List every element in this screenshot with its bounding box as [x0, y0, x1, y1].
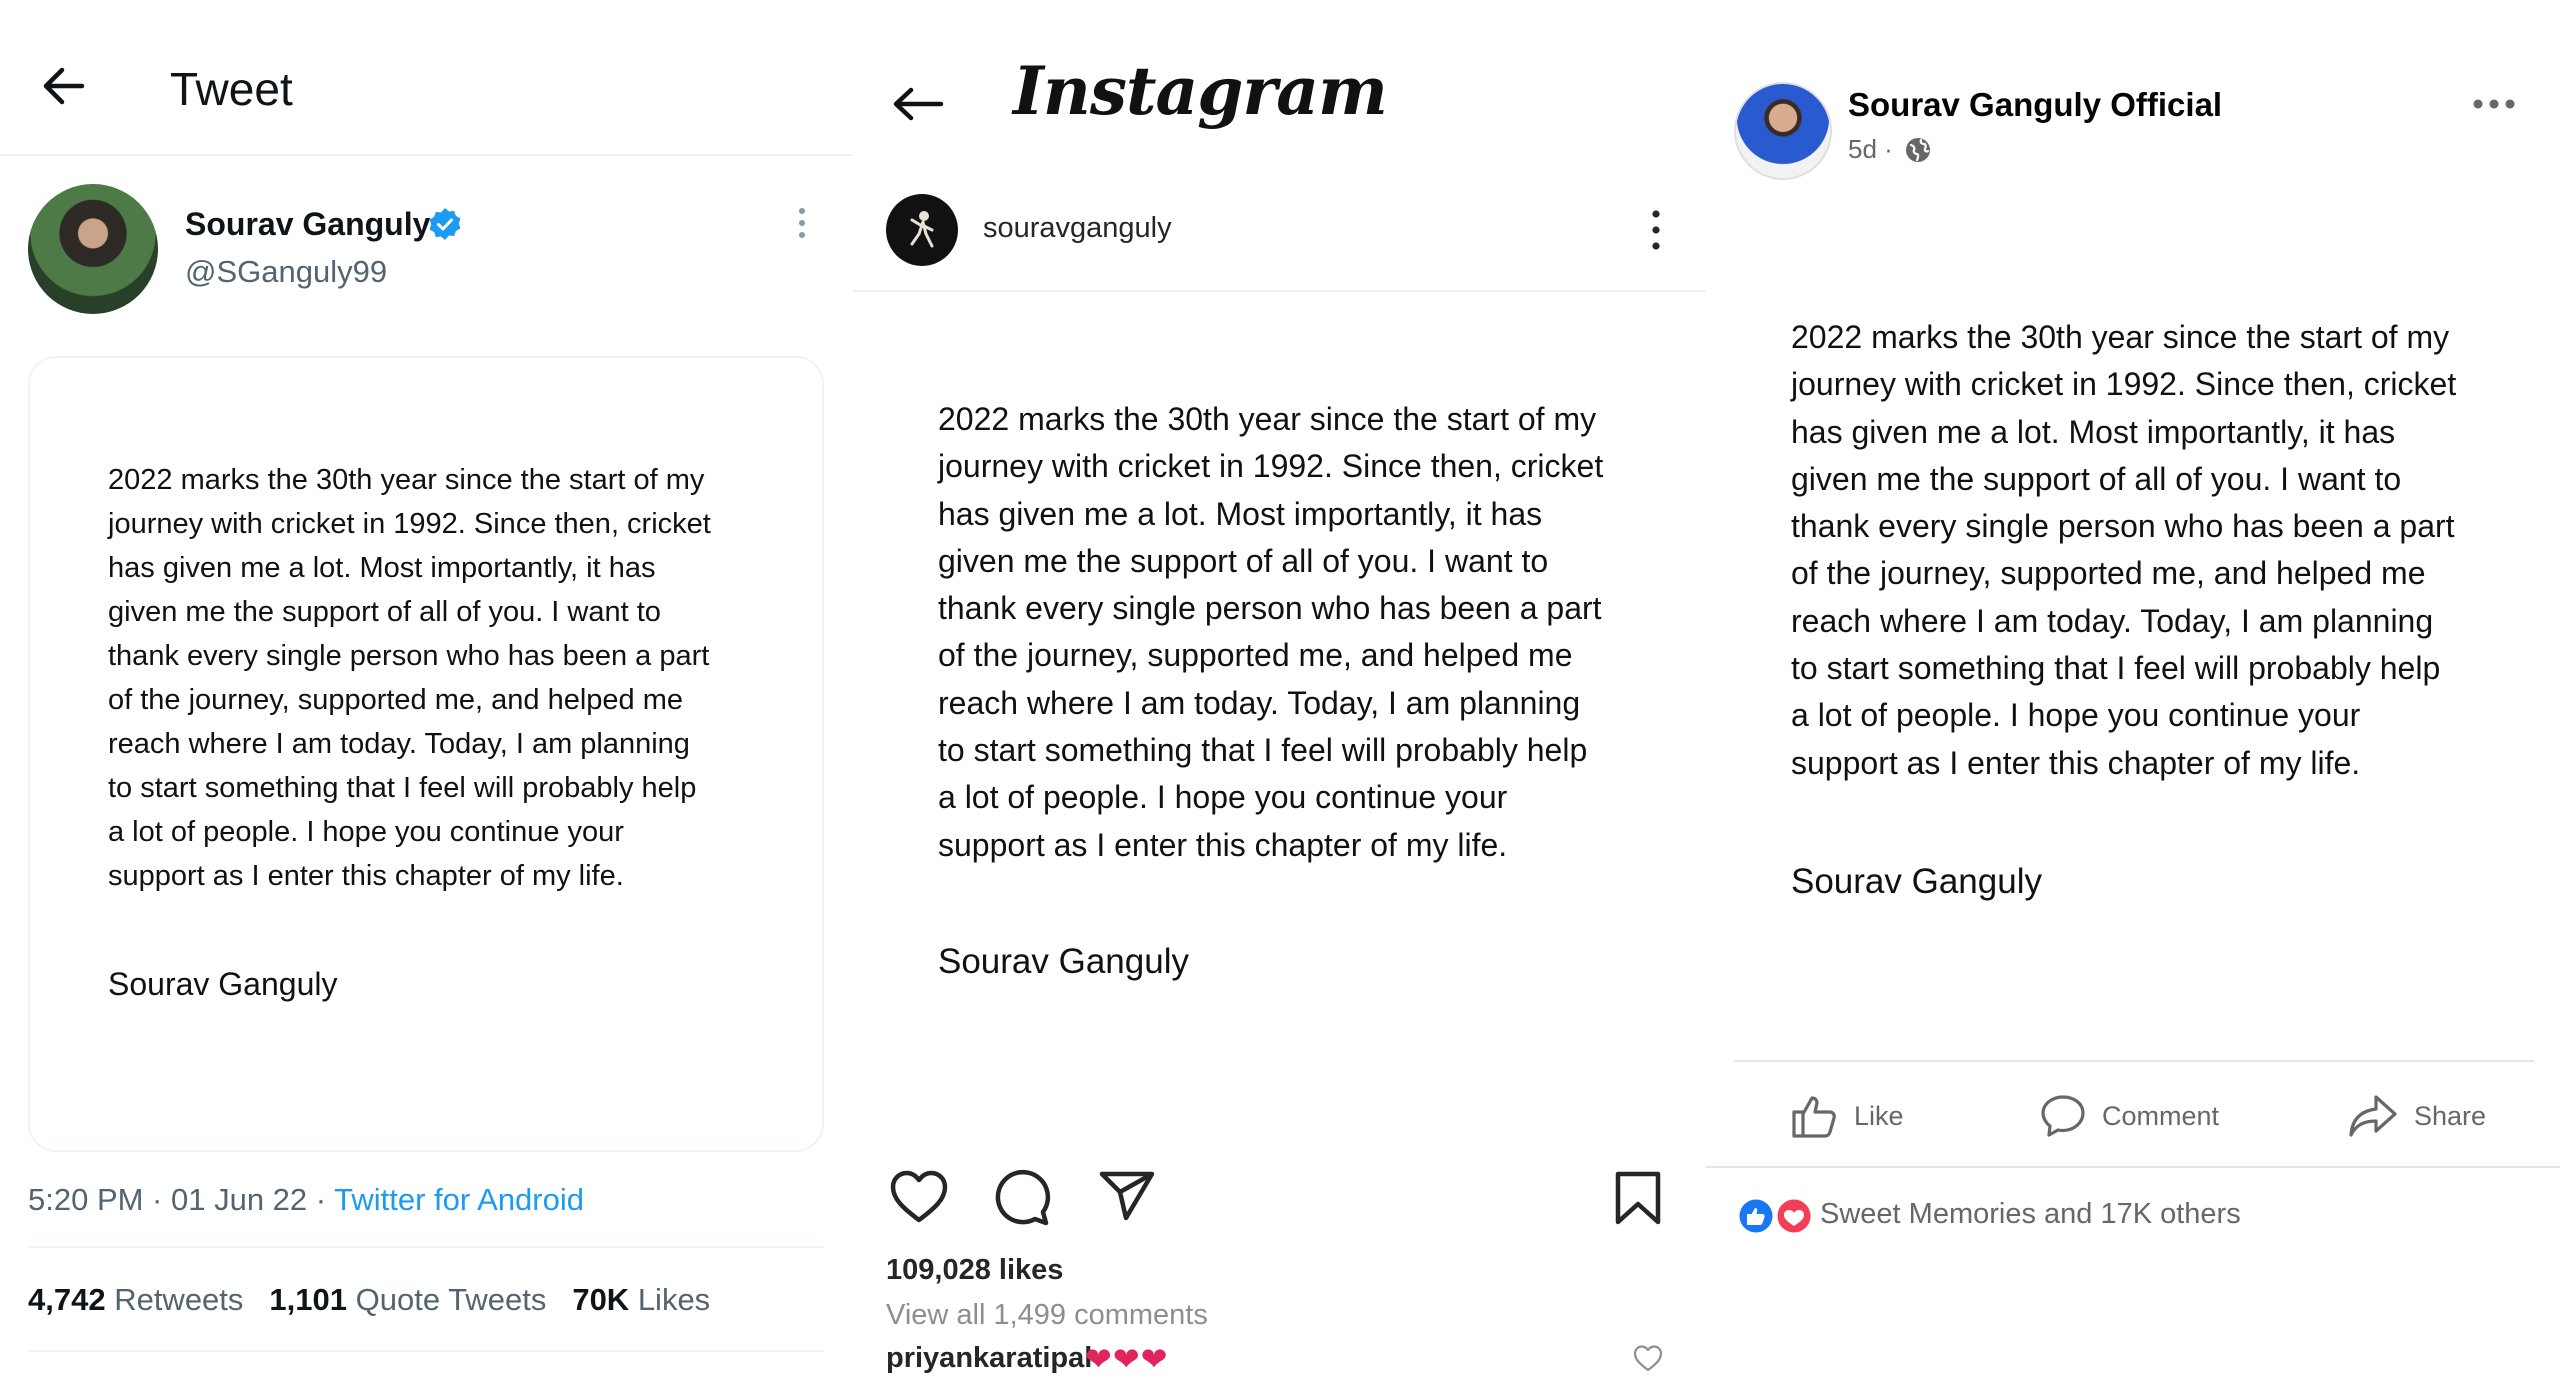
verified-badge-icon: [428, 207, 462, 241]
avatar-figure-icon: [904, 208, 940, 252]
header-divider: [0, 154, 853, 156]
likes-count: 70K: [572, 1282, 630, 1317]
share-send-icon[interactable]: [1098, 1168, 1156, 1222]
share-button[interactable]: [2348, 1088, 2486, 1144]
stats-divider-top: [28, 1246, 824, 1248]
comment-username[interactable]: priyankaratipal: [886, 1342, 1093, 1374]
actions-divider-bottom: [1706, 1166, 2560, 1168]
quote-tweets-count: 1,101: [269, 1282, 347, 1317]
comment-like-heart-icon[interactable]: [1633, 1344, 1663, 1372]
post-age[interactable]: 5d ·: [1848, 134, 1893, 164]
view-all-comments-link[interactable]: View all 1,499 comments: [886, 1299, 1208, 1331]
likes-count[interactable]: 109,028 likes: [886, 1254, 1064, 1286]
like-label: Like: [1854, 1100, 1904, 1131]
comment-button[interactable]: [2040, 1088, 2219, 1144]
retweets-stat[interactable]: [28, 1282, 243, 1317]
back-arrow-icon[interactable]: [40, 62, 88, 110]
username[interactable]: souravganguly: [983, 212, 1172, 244]
like-heart-icon[interactable]: [889, 1168, 949, 1224]
instagram-logo: Instagram: [1013, 52, 1387, 130]
engagement-stats: [28, 1282, 710, 1318]
likes-label: Likes: [629, 1282, 711, 1317]
share-arrow-icon: [2348, 1093, 2398, 1139]
avatar[interactable]: [1734, 82, 1832, 180]
comment-bubble-icon: [2040, 1093, 2086, 1139]
bookmark-icon[interactable]: [1613, 1170, 1663, 1226]
post-body-text: 2022 marks the 30th year since the start of my journey with cricket in 1992. Since then, cricket has given me a lot. Most importantly, it has given me the support of all of you. I want to thank every single person who has been a part of the journey, supported me, and helped me reach where I am today. Today, I am planning to start something that I feel will probably help a lot of people. I hope you continue your support as I enter this chapter of my life.: [1791, 319, 2457, 781]
comment-text: ❤❤❤: [1085, 1341, 1169, 1377]
back-arrow-icon[interactable]: [889, 80, 945, 128]
user-handle[interactable]: @SGanguly99: [185, 254, 388, 289]
globe-public-icon: [1904, 136, 1932, 164]
display-name[interactable]: Sourav Ganguly: [185, 206, 431, 242]
thumbs-up-icon: [1790, 1092, 1838, 1140]
more-options-icon[interactable]: [2472, 92, 2516, 116]
post-body-text: 2022 marks the 30th year since the start of my journey with cricket in 1992. Since then, cricket has given me a lot. Most importantly, it has given me the support of all of you. I want to thank every single person who has been a part of the journey, supported me, and helped me reach where I am today. Today, I am planning to start something that I feel will probably help a lot of people. I hope you continue your support as I enter this chapter of my life.: [938, 401, 1604, 863]
reaction-icons[interactable]: [1734, 1196, 1816, 1236]
actions-divider-top: [1734, 1060, 2534, 1062]
quote-tweets-stat[interactable]: [269, 1282, 546, 1317]
like-button[interactable]: [1790, 1088, 1904, 1144]
likes-stat[interactable]: [572, 1282, 710, 1317]
reactions-summary[interactable]: Sweet Memories and 17K others: [1820, 1198, 2241, 1230]
tweet-timestamp: [28, 1182, 584, 1218]
stats-divider-bottom: [28, 1350, 824, 1352]
page-name[interactable]: Sourav Ganguly Official: [1848, 86, 2223, 123]
retweets-label: Retweets: [105, 1282, 244, 1317]
timestamp-text: 5:20 PM · 01 Jun 22 ·: [28, 1182, 335, 1217]
comment-bubble-icon[interactable]: [993, 1168, 1051, 1226]
instagram-panel: [853, 0, 1706, 1399]
header-divider: [853, 290, 1706, 292]
post-body-text: 2022 marks the 30th year since the start of my journey with cricket in 1992. Since then, cricket has given me a lot. Most importantly, it has given me the support of all of you. I want to thank every single person who has been a part of the journey, supported me, and helped me reach where I am today. Today, I am planning to start something that I feel will probably help a lot of people. I hope you continue your support as I enter this chapter of my life.: [108, 464, 711, 892]
post-signature: Sourav Ganguly: [108, 966, 338, 1002]
twitter-panel: [0, 0, 853, 1399]
more-options-icon[interactable]: [1649, 208, 1663, 252]
post-signature: Sourav Ganguly: [938, 942, 1189, 981]
retweets-count: 4,742: [28, 1282, 106, 1317]
quote-tweets-label: Quote Tweets: [347, 1282, 547, 1317]
post-signature: Sourav Ganguly: [1791, 862, 2042, 901]
facebook-panel: [1706, 0, 2560, 1399]
avatar[interactable]: [28, 184, 158, 314]
share-label: Share: [2414, 1100, 2487, 1131]
comment-label: Comment: [2102, 1100, 2220, 1131]
page-title: Tweet: [170, 63, 293, 115]
tweet-source-link[interactable]: Twitter for Android: [334, 1182, 584, 1217]
more-options-icon[interactable]: [796, 206, 808, 240]
